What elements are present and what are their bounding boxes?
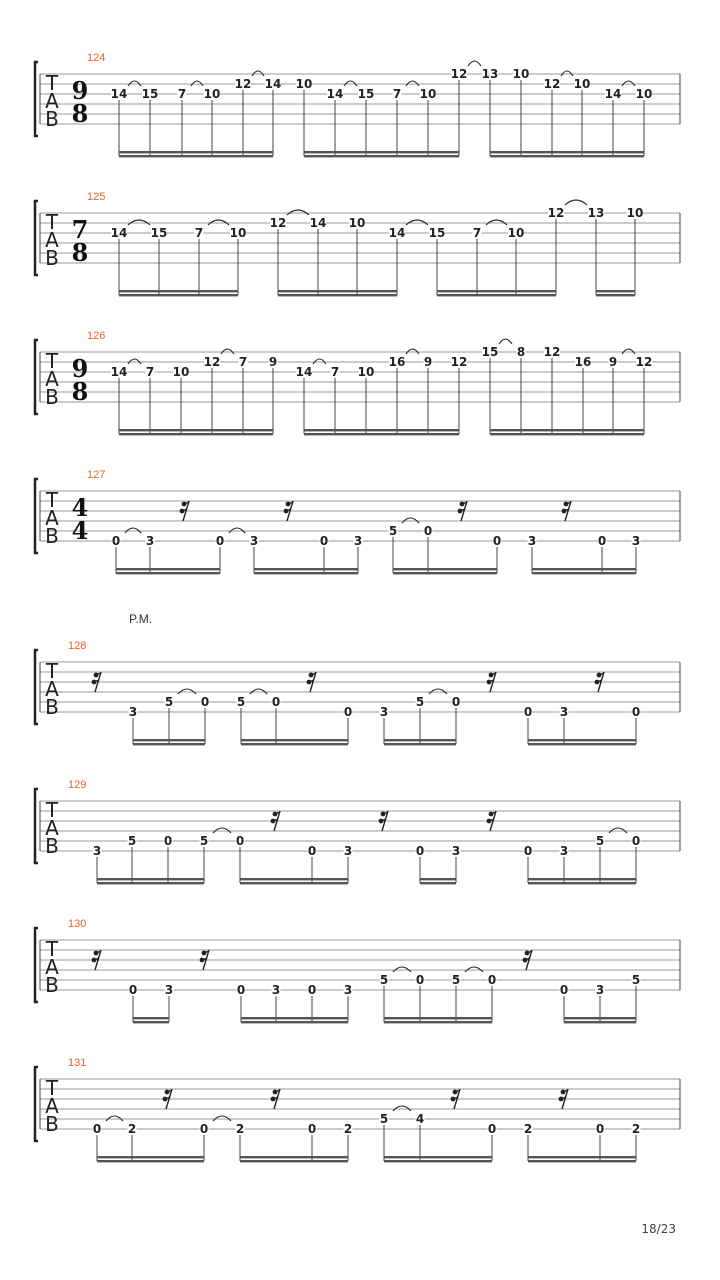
page-number: 18/23 [641,1222,676,1236]
tab-clef: B [45,834,59,858]
fret-number: 5 [236,695,246,709]
tab-clef: B [45,1112,59,1136]
fret-number: 3 [559,705,569,719]
beam [528,1160,636,1162]
beam [241,1021,348,1023]
tab-clef: A [45,677,59,701]
beam [254,568,358,570]
system-bracket [35,650,38,724]
beam [528,739,636,741]
system-bracket [35,340,38,414]
beam [420,882,456,884]
fret-number: 12 [269,216,287,230]
fret-number: 2 [343,1122,353,1136]
fret-number: 3 [92,844,102,858]
beam [490,429,644,431]
fret-number: 3 [164,983,174,997]
beam [490,155,644,157]
fret-number: 0 [559,983,569,997]
fret-number: 5 [379,1112,389,1126]
fret-number: 0 [423,524,433,538]
beam [278,290,397,292]
fret-number: 0 [236,983,246,997]
tab-clef: T [45,210,59,234]
time-signature: 9 [71,76,89,105]
beam [254,572,358,574]
tab-system [35,1057,680,1162]
beam [304,429,459,431]
beam [97,878,204,880]
fret-number: 10 [172,365,190,379]
beam [119,433,273,435]
fret-number: 15 [481,345,499,359]
time-signature: 8 [71,99,89,128]
fret-number: 14 [110,365,128,379]
fret-number: 7 [472,226,482,240]
tab-clef: A [45,506,59,530]
fret-number: 12 [450,355,468,369]
fret-number: 15 [150,226,168,240]
fret-number: 3 [145,534,155,548]
system-bracket [35,201,38,275]
beam [528,743,636,745]
measure-number: 127 [87,469,106,481]
beam [97,1156,204,1158]
fret-number: 0 [271,695,281,709]
tab-clef: A [45,367,59,391]
fret-number: 0 [415,844,425,858]
system-bracket [35,1067,38,1141]
fret-number: 8 [516,345,526,359]
beam [119,151,273,153]
beam [532,572,636,574]
fret-number: 0 [343,705,353,719]
tab-system [35,612,680,745]
tab-clef: A [45,1094,59,1118]
tab-system [35,330,680,435]
measure-number: 129 [68,779,87,791]
fret-number: 0 [523,844,533,858]
fret-number: 16 [388,355,406,369]
beam [119,155,273,157]
fret-number: 0 [595,1122,605,1136]
tie-slur [468,61,481,66]
fret-number: 3 [527,534,537,548]
fret-number: 4 [415,1112,425,1126]
fret-number: 0 [307,844,317,858]
beam [564,1021,636,1023]
beam [304,151,459,153]
fret-number: 10 [295,77,313,91]
fret-number: 12 [635,355,653,369]
fret-number: 7 [330,365,340,379]
fret-number: 14 [604,87,622,101]
fret-number: 0 [523,705,533,719]
fret-number: 5 [631,973,641,987]
beam [532,568,636,570]
beam [528,878,636,880]
fret-number: 0 [92,1122,102,1136]
fret-number: 0 [199,1122,209,1136]
tab-clef: B [45,695,59,719]
tab-system [35,779,680,884]
fret-number: 2 [127,1122,137,1136]
fret-number: 0 [200,695,210,709]
tab-system [35,469,680,574]
beam [278,294,397,296]
fret-number: 7 [392,87,402,101]
beam [241,743,348,745]
fret-number: 0 [487,1122,497,1136]
tab-system [35,918,680,1023]
beam [97,1160,204,1162]
fret-number: 2 [523,1122,533,1136]
beam [384,1160,492,1162]
fret-number: 14 [264,77,282,91]
system-bracket [35,789,38,863]
beam [241,739,348,741]
beam [528,1156,636,1158]
tab-clef: T [45,349,59,373]
time-signature: 7 [71,215,89,244]
beam [133,739,205,741]
tab-clef: B [45,246,59,270]
beam [384,1017,492,1019]
fret-number: 12 [203,355,221,369]
time-signature: 8 [71,238,89,267]
beam [240,1160,348,1162]
beam [133,743,205,745]
beam [241,1017,348,1019]
fret-number: 5 [451,973,461,987]
beam [393,568,497,570]
beam [240,878,348,880]
fret-number: 14 [295,365,313,379]
fret-number: 3 [451,844,461,858]
fret-number: 12 [547,206,565,220]
tab-system [35,52,680,157]
fret-number: 3 [379,705,389,719]
fret-number: 10 [626,206,644,220]
tab-clef: T [45,488,59,512]
fret-number: 3 [631,534,641,548]
time-signature: 4 [71,493,89,522]
fret-number: 14 [309,216,327,230]
beam [393,572,497,574]
beam [304,155,459,157]
fret-number: 10 [229,226,247,240]
fret-number: 0 [319,534,329,548]
beam [304,433,459,435]
fret-number: 15 [428,226,446,240]
measure-number: 130 [68,918,87,930]
beam [97,882,204,884]
fret-number: 0 [451,695,461,709]
fret-number: 14 [110,226,128,240]
beam [490,151,644,153]
beam [596,294,635,296]
fret-number: 5 [164,695,174,709]
fret-number: 0 [111,534,121,548]
fret-number: 0 [163,834,173,848]
tab-clef: B [45,973,59,997]
fret-number: 0 [128,983,138,997]
fret-number: 12 [543,345,561,359]
fret-number: 13 [481,67,499,81]
time-signature: 4 [71,516,89,545]
fret-number: 0 [307,1122,317,1136]
fret-number: 5 [415,695,425,709]
tab-clef: B [45,107,59,131]
fret-number: 0 [631,705,641,719]
fret-number: 3 [128,705,138,719]
beam [437,290,556,292]
beam [240,882,348,884]
fret-number: 7 [194,226,204,240]
fret-number: 2 [235,1122,245,1136]
beam [119,429,273,431]
fret-number: 12 [450,67,468,81]
tab-clef: A [45,228,59,252]
fret-number: 10 [573,77,591,91]
fret-number: 9 [423,355,433,369]
beam [384,1021,492,1023]
fret-number: 10 [635,87,653,101]
fret-number: 3 [343,983,353,997]
fret-number: 15 [141,87,159,101]
fret-number: 3 [353,534,363,548]
tab-clef: B [45,385,59,409]
fret-number: 9 [268,355,278,369]
fret-number: 10 [512,67,530,81]
tab-clef: T [45,71,59,95]
fret-number: 10 [348,216,366,230]
beam [119,294,238,296]
beam [119,290,238,292]
beam [133,1017,169,1019]
fret-number: 10 [507,226,525,240]
fret-number: 3 [271,983,281,997]
system-bracket [35,928,38,1002]
fret-number: 7 [145,365,155,379]
time-signature: 9 [71,354,89,383]
fret-number: 7 [238,355,248,369]
measure-number: 125 [87,191,106,203]
fret-number: 3 [343,844,353,858]
fret-number: 5 [379,973,389,987]
system-bracket [35,62,38,136]
beam [528,882,636,884]
time-signature: 8 [71,377,89,406]
beam [564,1017,636,1019]
fret-number: 10 [419,87,437,101]
tab-system [35,191,680,296]
beam [116,572,220,574]
palm-mute-annotation: P.M. [129,612,153,626]
beam [384,743,456,745]
tab-clef: T [45,1076,59,1100]
fret-number: 3 [559,844,569,858]
fret-number: 3 [595,983,605,997]
fret-number: 5 [199,834,209,848]
tab-clef: A [45,816,59,840]
tie-slur [565,200,587,205]
fret-number: 2 [631,1122,641,1136]
beam [384,739,456,741]
fret-number: 0 [235,834,245,848]
fret-number: 0 [597,534,607,548]
beam [437,294,556,296]
fret-number: 14 [326,87,344,101]
tab-clef: T [45,937,59,961]
fret-number: 15 [357,87,375,101]
beam [596,290,635,292]
beam [384,1156,492,1158]
fret-number: 0 [492,534,502,548]
fret-number: 12 [234,77,252,91]
fret-number: 14 [388,226,406,240]
fret-number: 0 [631,834,641,848]
fret-number: 13 [587,206,605,220]
fret-number: 0 [415,973,425,987]
fret-number: 12 [543,77,561,91]
fret-number: 5 [127,834,137,848]
fret-number: 16 [574,355,592,369]
fret-number: 14 [110,87,128,101]
beam [490,433,644,435]
fret-number: 7 [177,87,187,101]
fret-number: 0 [487,973,497,987]
fret-number: 10 [357,365,375,379]
system-bracket [35,479,38,553]
tab-clef: A [45,955,59,979]
beam [420,878,456,880]
measure-number: 126 [87,330,106,342]
fret-number: 0 [307,983,317,997]
fret-number: 0 [215,534,225,548]
beam [133,1021,169,1023]
tie-slur [499,339,512,344]
tab-clef: A [45,89,59,113]
tab-clef: B [45,524,59,548]
measure-number: 124 [87,52,106,64]
tab-clef: T [45,798,59,822]
fret-number: 3 [249,534,259,548]
measure-number: 131 [68,1057,87,1069]
tab-clef: T [45,659,59,683]
fret-number: 9 [608,355,618,369]
beam [240,1156,348,1158]
beam [116,568,220,570]
fret-number: 5 [388,524,398,538]
measure-number: 128 [68,640,87,652]
fret-number: 5 [595,834,605,848]
fret-number: 10 [203,87,221,101]
